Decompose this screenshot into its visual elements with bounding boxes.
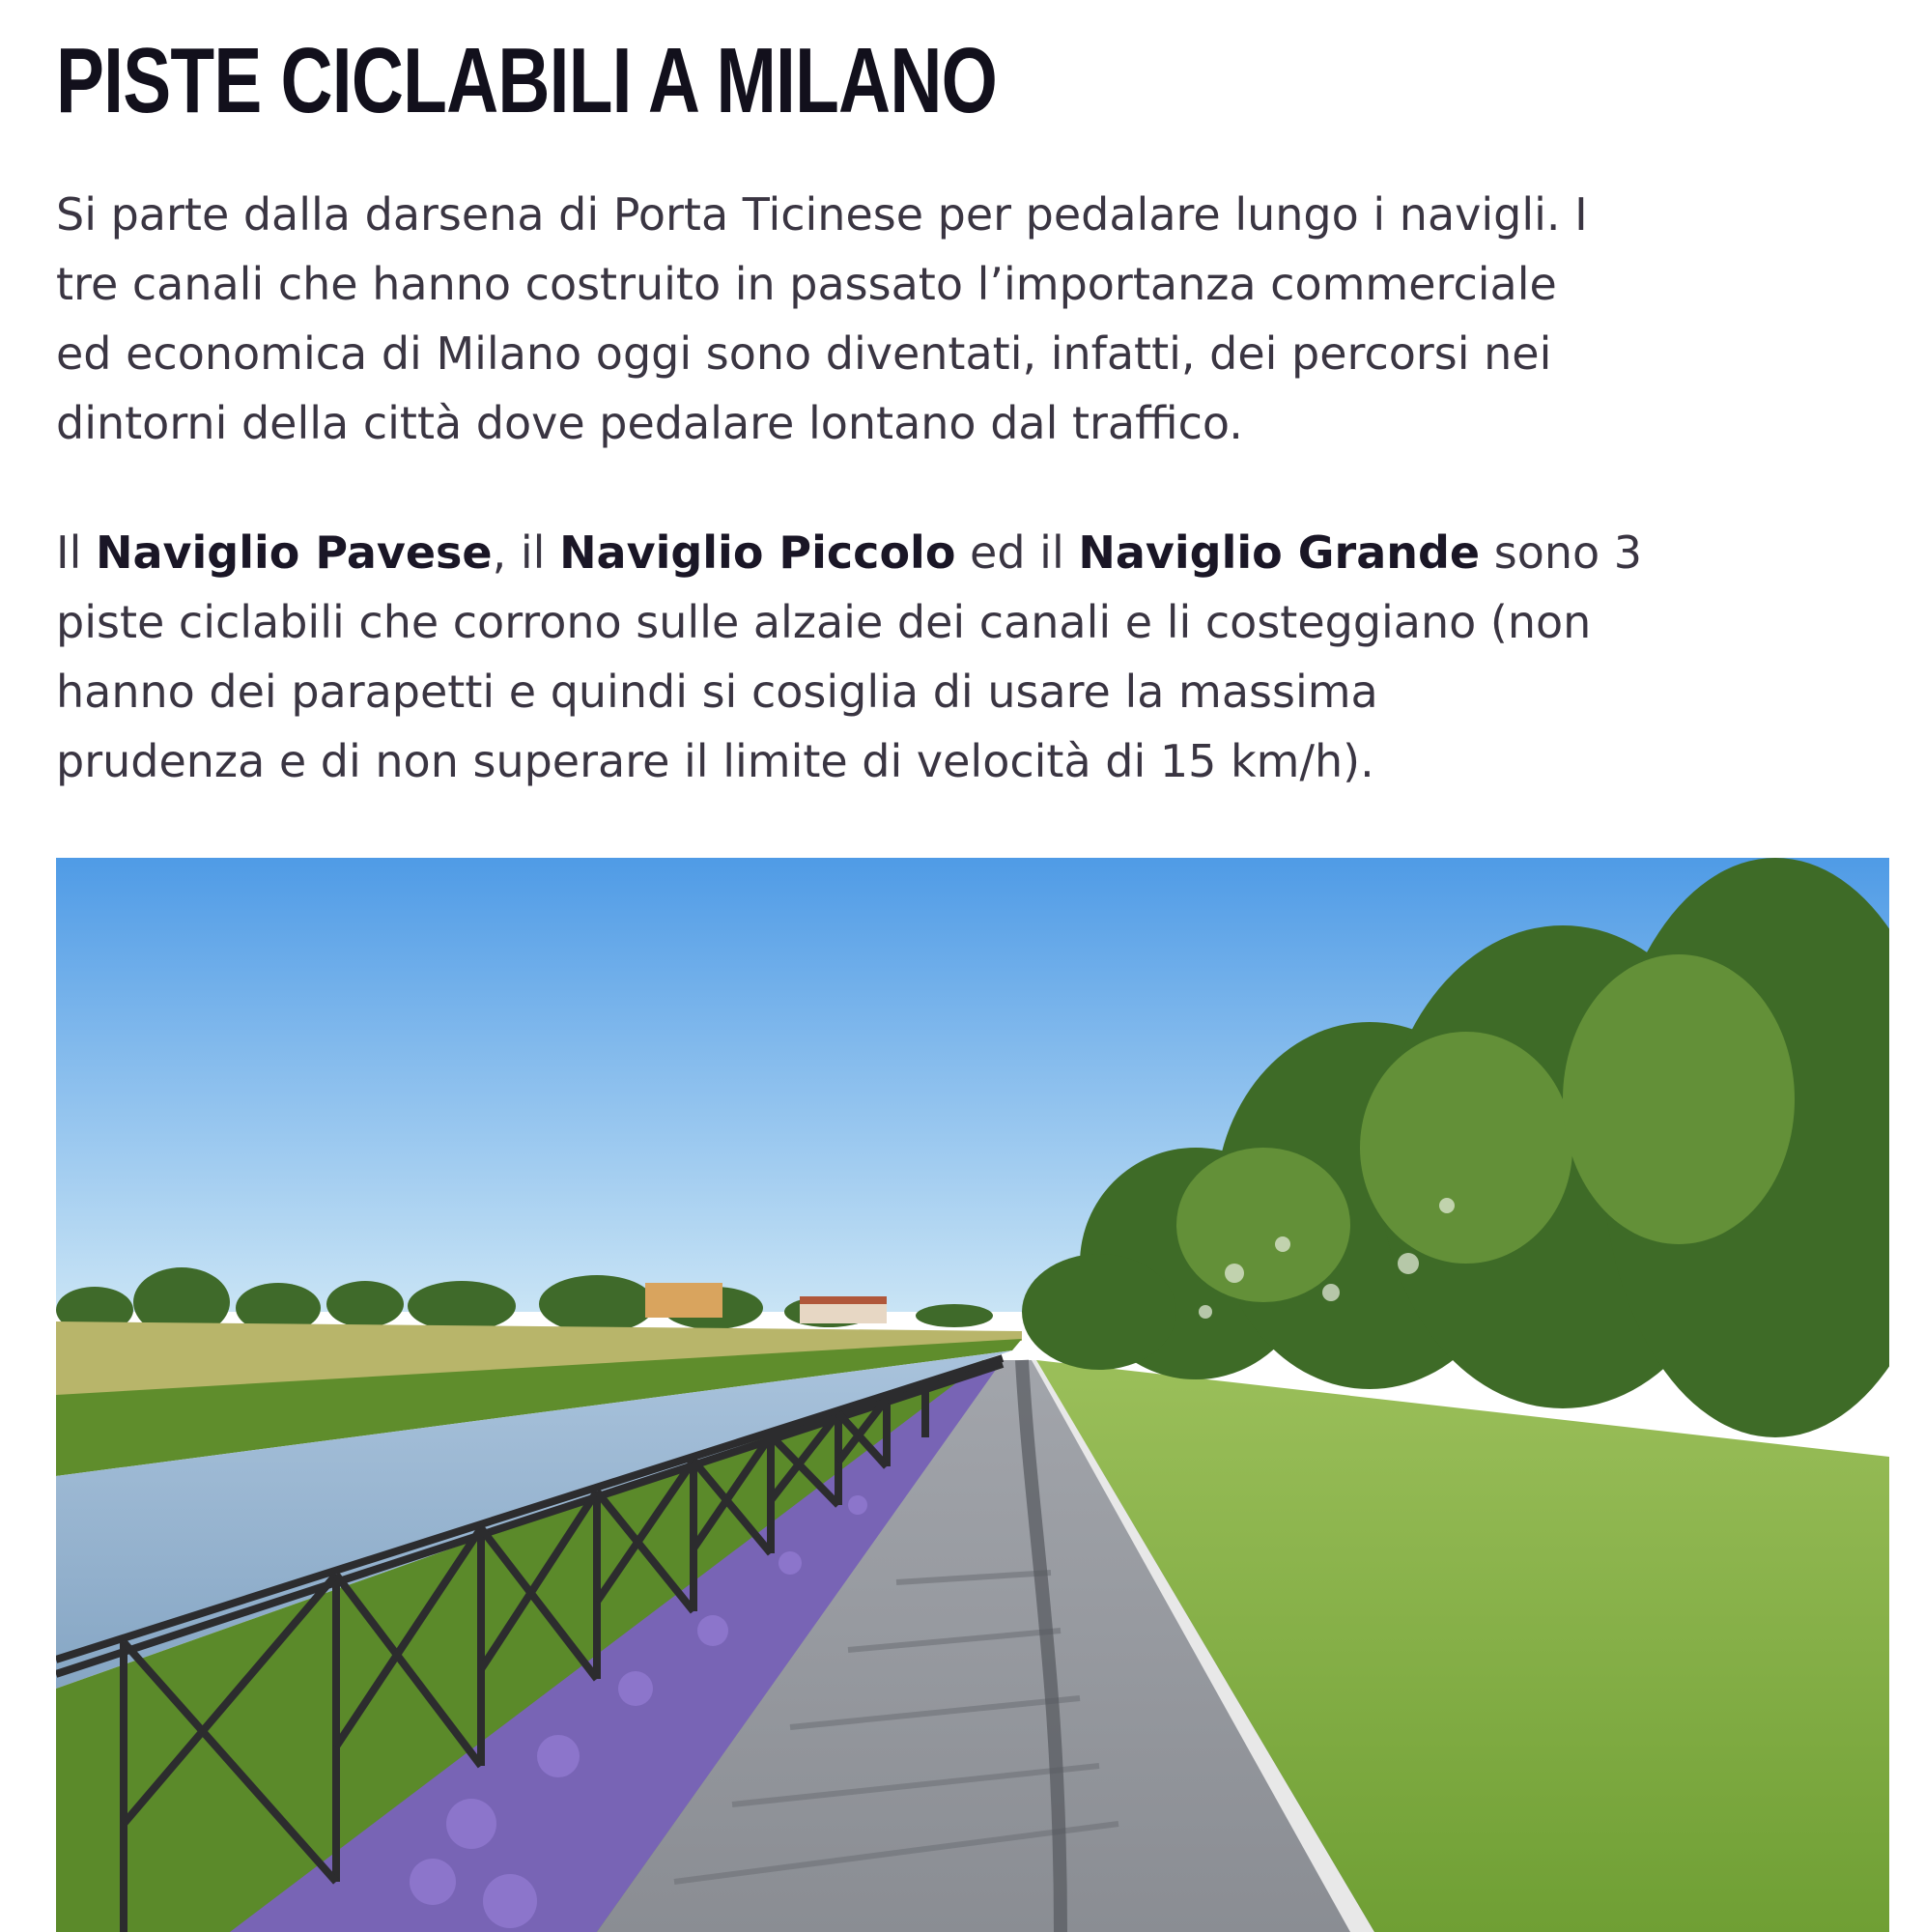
text-segment: Il — [56, 526, 96, 579]
text-segment: , il — [492, 526, 560, 579]
intro-line: tre canali che hanno costruito in passato l’importanza commerciale — [56, 258, 1557, 310]
navigli-paragraph — [56, 518, 1901, 796]
navigli-line: hanno dei parapetti e quindi si cosiglia di usare la massima — [56, 666, 1378, 718]
text-segment: sono 3 — [1480, 526, 1643, 579]
navigli-line — [56, 518, 1901, 587]
navigli-line: prudenza e di non superare il limite di velocità di 15 km/h). — [56, 735, 1374, 787]
intro-line: dintorni della città dove pedalare lontano dal traffico. — [56, 397, 1243, 449]
text-segment: ed il — [955, 526, 1079, 579]
page-title: PISTE CICLABILI A MILANO — [56, 29, 998, 132]
navigli-line: piste ciclabili che corrono sulle alzaie dei canali e li costeggiano (non — [56, 596, 1592, 648]
naviglio-grande-label: Naviglio Grande — [1078, 526, 1481, 579]
intro-line: ed economica di Milano oggi sono diventati, infatti, dei percorsi nei — [56, 327, 1552, 380]
canal-bike-path-photo — [56, 858, 1889, 1932]
intro-line: Si parte dalla darsena di Porta Ticinese per pedalare lungo i navigli. I — [56, 188, 1588, 241]
naviglio-pavese-label: Naviglio Pavese — [95, 526, 493, 579]
intro-paragraph — [56, 180, 1901, 458]
naviglio-piccolo-label: Naviglio Piccolo — [559, 526, 956, 579]
